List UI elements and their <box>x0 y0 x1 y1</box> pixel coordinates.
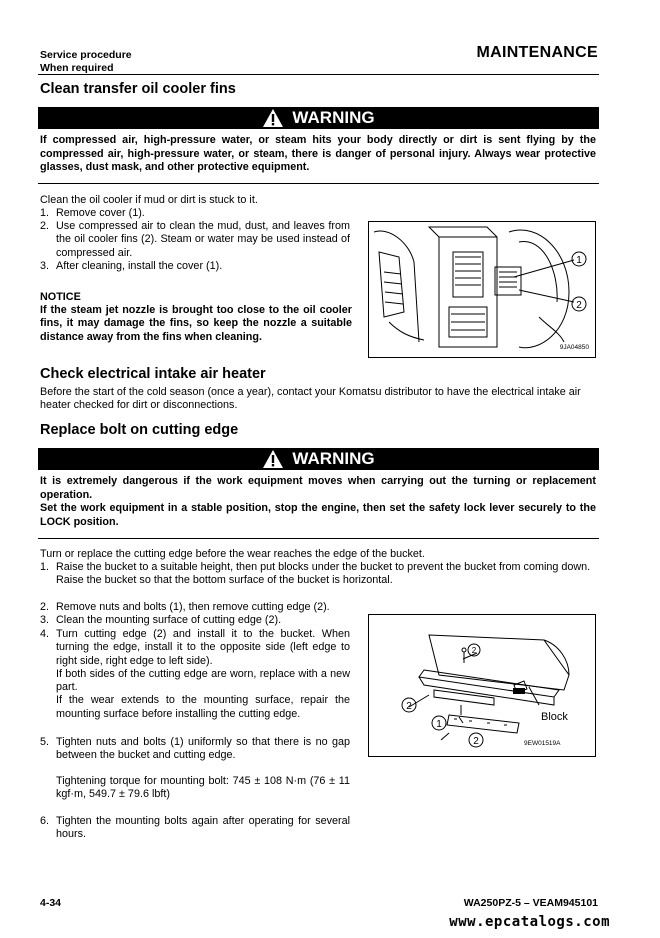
step-text: Remove nuts and bolts (1), then remove cutting edge (2). <box>56 601 330 613</box>
step-number: 4. <box>40 628 50 640</box>
warning-text-1: It is extremely dangerous if the work equipment moves when carrying out the turning or replacement operation. <box>40 475 596 501</box>
warning-triangle-icon <box>262 108 284 128</box>
callout-2: 2 <box>576 300 582 311</box>
callout-1: 1 <box>436 719 442 730</box>
model-code: WA250PZ-5 – VEAM945101 <box>463 897 598 909</box>
warning-label: WARNING <box>292 108 375 127</box>
step-number: 5. <box>40 736 50 748</box>
list-item <box>40 260 350 273</box>
step-text: Clean the mounting surface of cutting edge (2). <box>56 614 282 626</box>
warning-label: WARNING <box>292 449 375 468</box>
step-number: 1. <box>40 561 50 573</box>
step-text: Tighten nuts and bolts (1) uniformly so that there is no gap between the bucket and cutting edge. <box>56 736 350 762</box>
step-number: 3. <box>40 614 50 626</box>
warning-triangle-icon <box>262 449 284 469</box>
section-title-oil-cooler: Clean transfer oil cooler fins <box>40 81 236 97</box>
notice-text: If the steam jet nozzle is brought too close to the oil cooler fins, it may damage the fins, so keep the nozzle a suitable distance away from the fins when cleaning. <box>40 304 352 343</box>
oil-cooler-figure <box>368 221 596 358</box>
cutting-edge-illustration <box>369 615 595 756</box>
header-line1: Service procedure <box>40 49 132 61</box>
step-text: Use compressed air to clean the mud, dust, and leaves from the oil cooler fins (2). Steam or water may be used instead of compressed air. <box>56 220 350 259</box>
warning-banner <box>38 107 599 129</box>
list-item <box>40 614 350 627</box>
warning-banner <box>38 448 599 470</box>
callout-1: 1 <box>576 255 582 266</box>
list-item <box>40 601 598 614</box>
list-item <box>40 736 350 801</box>
oil-cooler-illustration <box>369 222 595 357</box>
callout-2-bottom: 2 <box>473 736 479 747</box>
watermark-text: www.epcatalogs.com <box>449 914 610 930</box>
block-label: Block <box>541 711 568 723</box>
step-number: 1. <box>40 207 50 219</box>
torque-spec: Tightening torque for mounting bolt: 745 ± 108 N·m (76 ± 11 kgf·m, 549.7 ± 79.6 lbft) <box>56 774 350 800</box>
intro-text: Clean the oil cooler if mud or dirt is stuck to it. <box>40 194 258 206</box>
step-number: 3. <box>40 260 50 272</box>
list-item <box>40 561 598 588</box>
step-text: If both sides of the cutting edge are worn, replace with a new part. <box>56 667 350 694</box>
callout-2-left: 2 <box>406 701 412 712</box>
cutting-edge-figure <box>368 614 596 757</box>
step-number: 6. <box>40 815 50 827</box>
warning-text-2: Set the work equipment in a stable position, stop the engine, then set the safety lock lever securely to the LOCK position. <box>40 502 596 528</box>
step-text: Raise the bucket so that the bottom surface of the bucket is horizontal. <box>56 574 393 587</box>
intake-heater-text: Before the start of the cold season (once a year), contact your Komatsu distributor to have the electrical intake air heater checked for dirt or disconnections. <box>40 386 581 412</box>
figure-code: 9EW01519A <box>524 740 561 747</box>
callout-2-top: 2 <box>471 646 477 655</box>
step-text: Tighten the mounting bolts again after operating for several hours. <box>56 815 350 841</box>
step-number: 2. <box>40 220 50 232</box>
header-section-label <box>40 49 132 75</box>
step-number: 2. <box>40 601 50 613</box>
list-item <box>40 207 350 220</box>
list-item <box>40 220 350 260</box>
step-text: If the wear extends to the mounting surface, repair the mounting surface before installing the cutting edge. <box>56 694 350 720</box>
step-text: Remove cover (1). <box>56 207 145 219</box>
cutting-edge-intro: Turn or replace the cutting edge before the wear reaches the edge of the bucket. <box>40 548 425 560</box>
step-text: Raise the bucket to a suitable height, then put blocks under the bucket to prevent the bucket from coming down. <box>56 561 591 573</box>
section-title-intake-heater: Check electrical intake air heater <box>40 366 266 382</box>
header-title: MAINTENANCE <box>476 44 598 61</box>
header-line2: When required <box>40 62 114 74</box>
list-item <box>40 815 350 842</box>
step-text: Turn cutting edge (2) and install it to the bucket. When turning the edge, install it to the opposite side (left edge to right side, right edge to left side). <box>56 628 350 667</box>
section-title-cutting-edge: Replace bolt on cutting edge <box>40 422 239 438</box>
page-number: 4-34 <box>40 897 62 909</box>
warning-rule <box>38 538 599 539</box>
header-rule <box>38 74 599 75</box>
step-text: After cleaning, install the cover (1). <box>56 260 223 272</box>
warning-text: If compressed air, high-pressure water, or steam hits your body directly or dirt is sent flying by the compressed air, high-pressure water, or steam, there is danger of personal injury. Always wear protective glasses, dust mask, and other protective equipment. <box>40 134 596 173</box>
list-item <box>40 628 350 721</box>
warning-rule <box>38 183 599 184</box>
figure-code: 9JA04850 <box>559 344 589 351</box>
notice-label: NOTICE <box>40 291 81 303</box>
